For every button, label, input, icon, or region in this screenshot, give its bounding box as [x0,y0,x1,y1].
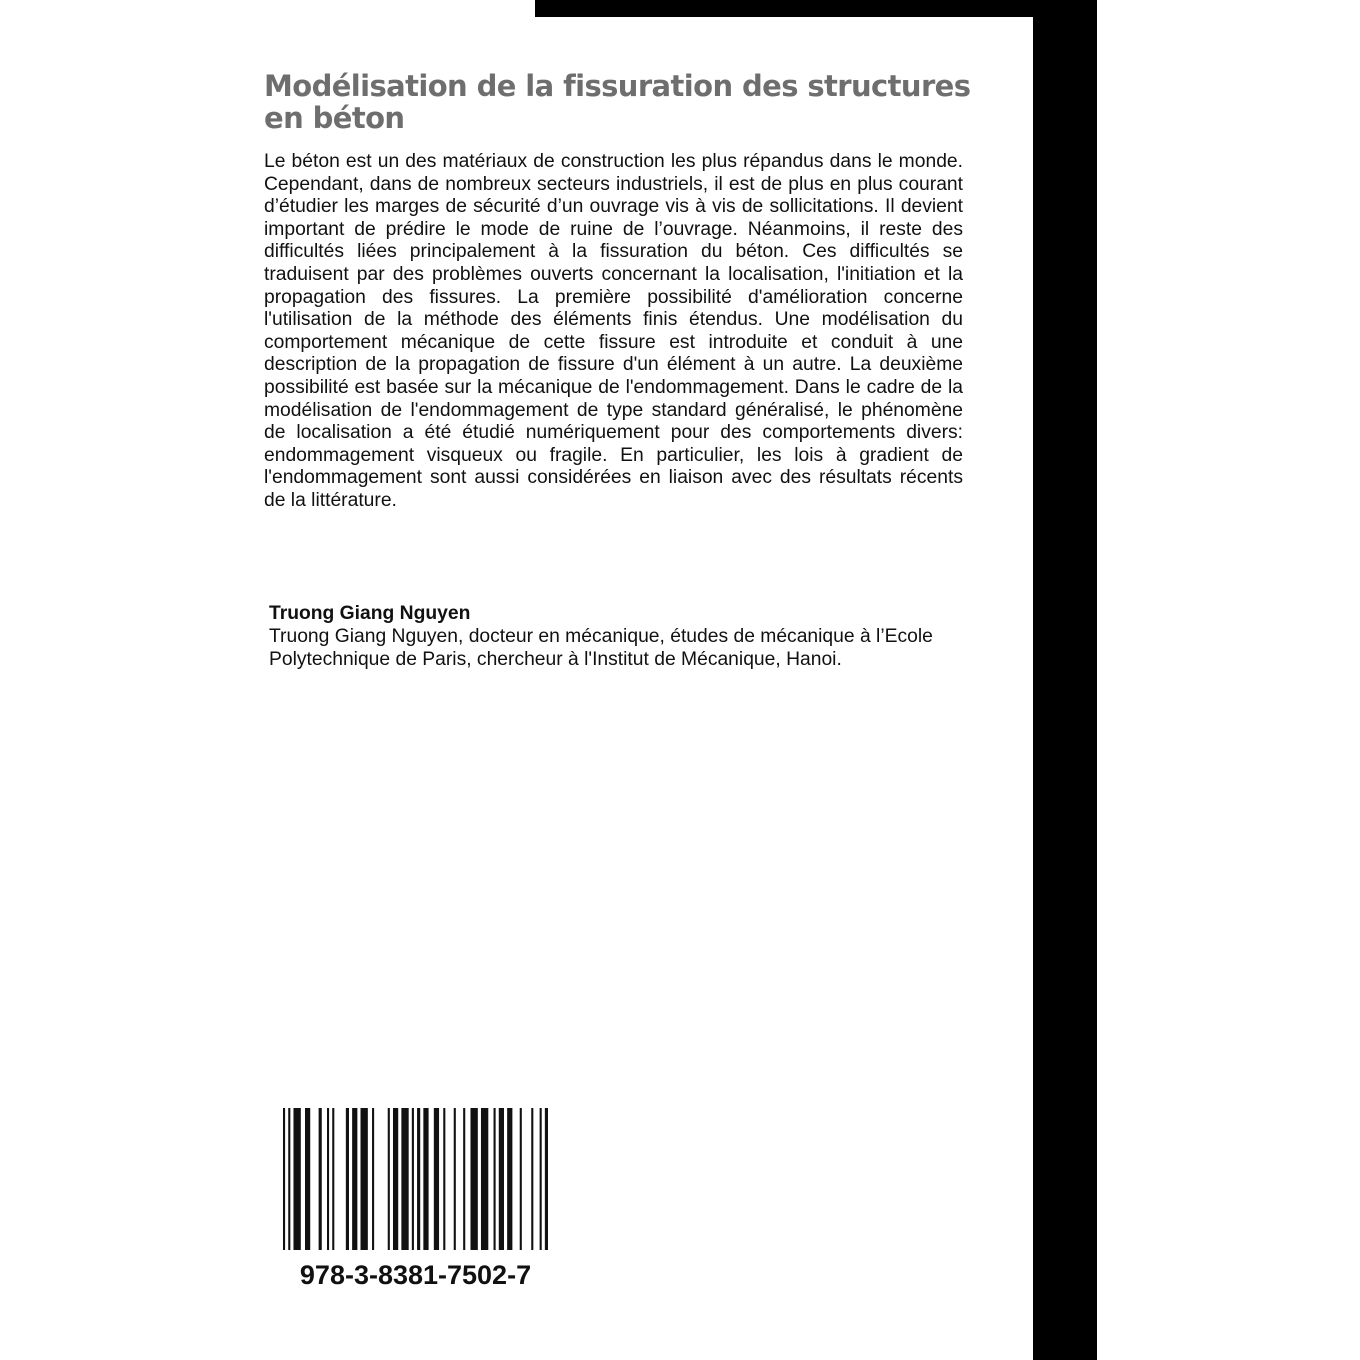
barcode-bar [319,1108,322,1250]
barcode-bar [412,1108,414,1250]
barcode-bar [499,1108,504,1250]
barcode-bar [454,1108,456,1250]
barcode-bar [443,1108,445,1250]
book-spine [1033,0,1097,1360]
barcode-bar [346,1108,349,1250]
barcode-bar [327,1108,329,1250]
barcode-bar [481,1108,488,1250]
barcode-bar [293,1108,300,1250]
barcode-bar [463,1108,465,1250]
isbn-number: 978-3-8381-7502-7 [299,1260,532,1290]
barcode-bar [434,1108,439,1250]
barcode-image [283,1108,548,1250]
barcode-bar [288,1108,290,1250]
barcode-bar [388,1108,390,1250]
top-black-band [535,0,1097,17]
barcode-bar [361,1108,368,1250]
barcode-bar [401,1108,408,1250]
book-summary: Le béton est un des matériaux de construction les plus répandus dans le monde. Cependant, dans de nombreux secteurs industriels, il est de plus en plus courant d’étudier les marges de sécurité d’un ouvrage vis à vis de sollicitations. Il devient important de prédire le mode de ruine de l’ouvrage. Néanmoins, il reste des difficultés liées principalement à la fissuration du béton. Ces difficultés se traduisent par des problèmes ouverts concernant la localisation, l'initiation et la propagation des fissures. La première possibilité d'amélioration concerne l'utilisation de la méthode des éléments finis étendus. Une modélisation du comportement mécanique de cette fissure est introduite et conduit à une description de la propagation de fissure d'un élément à un autre. La deuxième possibilité est basée sur la mécanique de l'endommagement. Dans le cadre de la modélisation de l'endommagement de type standard généralisé, le phénomène de localisation a été étudié numériquement pour des comportements divers: endommagement visqueux ou fragile. En particulier, les lois à gradient de l'endommagement sont aussi considérées en liaison avec des résultats récents de la littérature. [264,151,963,511]
barcode-bar [520,1108,522,1250]
barcode-bar [540,1108,542,1250]
barcode-bar [352,1108,357,1250]
barcode-bar [305,1108,310,1250]
barcode-bar [283,1108,285,1250]
book-title: Modélisation de la fissuration des structures en béton [264,69,971,135]
barcode-bar [332,1108,334,1250]
barcode-bar [545,1108,548,1250]
barcode-bar [494,1108,496,1250]
barcode-bar [507,1108,512,1250]
author-block [269,602,969,671]
barcode-bar [531,1108,533,1250]
barcode-bar [393,1108,398,1250]
barcode-bar [423,1108,428,1250]
author-name: Truong Giang Nguyen [269,603,471,624]
barcode-bar [470,1108,477,1250]
barcode-bar [372,1108,374,1250]
author-bio: Truong Giang Nguyen, docteur en mécanique, études de mécanique à l’Ecole Polytechnique de Paris, chercheur à l'Institut de Mécanique, Hanoi. [269,626,933,670]
barcode-bar [417,1108,420,1250]
